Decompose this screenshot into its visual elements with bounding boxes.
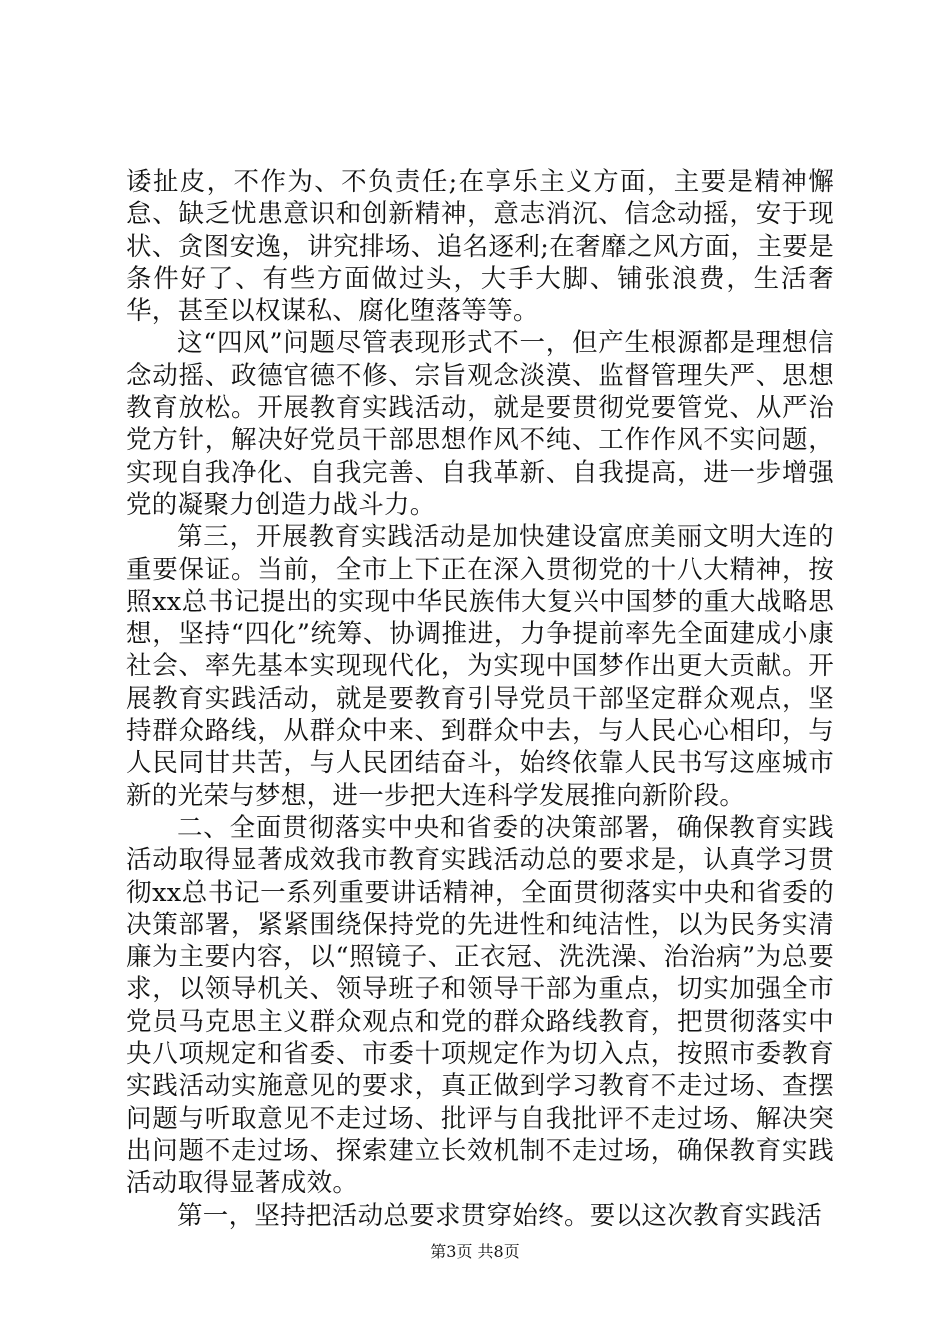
- paragraph-continuation: 诿扯皮，不作为、不负责任;在享乐主义方面，主要是精神懈怠、缺乏忧患意识和创新精神，意志消沉、信念动摇，安于现状、贪图安逸，讲究排场、追名逐利;在奢靡之风方面，主要是条件好了、有些方面做过头，大手大脚、铺张浪费，生活奢华，甚至以权谋私、腐化堕落等等。: [126, 167, 834, 327]
- paragraph-four-winds-roots: 这“四风”问题尽管表现形式不一，但产生根源都是理想信念动摇、政德官德不修、宗旨观念淡漠、监督管理失严、思想教育放松。开展教育实践活动，就是要贯彻党要管党、从严治党方针，解决好党员干部思想作风不纯、工作作风不实问题，实现自我净化、自我完善、自我革新、自我提高，进一步增强党的凝聚力创造力战斗力。: [126, 328, 834, 520]
- paragraph-third-point: 第三，开展教育实践活动是加快建设富庶美丽文明大连的重要保证。当前，全市上下正在深入贯彻党的十八大精神，按照xx总书记提出的实现中华民族伟大复兴中国梦的重大战略思想，坚持“四化”统筹、协调推进，力争提前率先全面建成小康社会、率先基本实现现代化，为实现中国梦作出更大贡献。开展教育实践活动，就是要教育引导党员干部坚定群众观点，坚持群众路线，从群众中来、到群众中去，与人民心心相印，与人民同甘共苦，与人民团结奋斗，始终依靠人民书写这座城市新的光荣与梦想，进一步把大连科学发展推向新阶段。: [126, 522, 834, 811]
- paragraph-section-two: 二、全面贯彻落实中央和省委的决策部署，确保教育实践活动取得显著成效我市教育实践活动总的要求是，认真学习贯彻xx总书记一系列重要讲话精神，全面贯彻落实中央和省委的决策部署，紧紧围绕保持党的先进性和纯洁性，以为民务实清廉为主要内容，以“照镜子、正衣冠、洗洗澡、治治病”为总要求，以领导机关、领导班子和领导干部为重点，切实加强全市党员马克思主义群众观点和党的群众路线教育，把贯彻落实中央八项规定和省委、市委十项规定作为切入点，按照市委教育实践活动实施意见的要求，真正做到学习教育不走过场、查摆问题与听取意见不走过场、批评与自我批评不走过场、解决突出问题不走过场、探索建立长效机制不走过场，确保教育实践活动取得显著成效。: [126, 812, 834, 1199]
- page-footer: 第3页 共8页: [430, 1242, 520, 1261]
- document-body: [126, 166, 834, 1232]
- paragraph-first-point: 第一，坚持把活动总要求贯穿始终。要以这次教育实践活: [177, 1200, 823, 1231]
